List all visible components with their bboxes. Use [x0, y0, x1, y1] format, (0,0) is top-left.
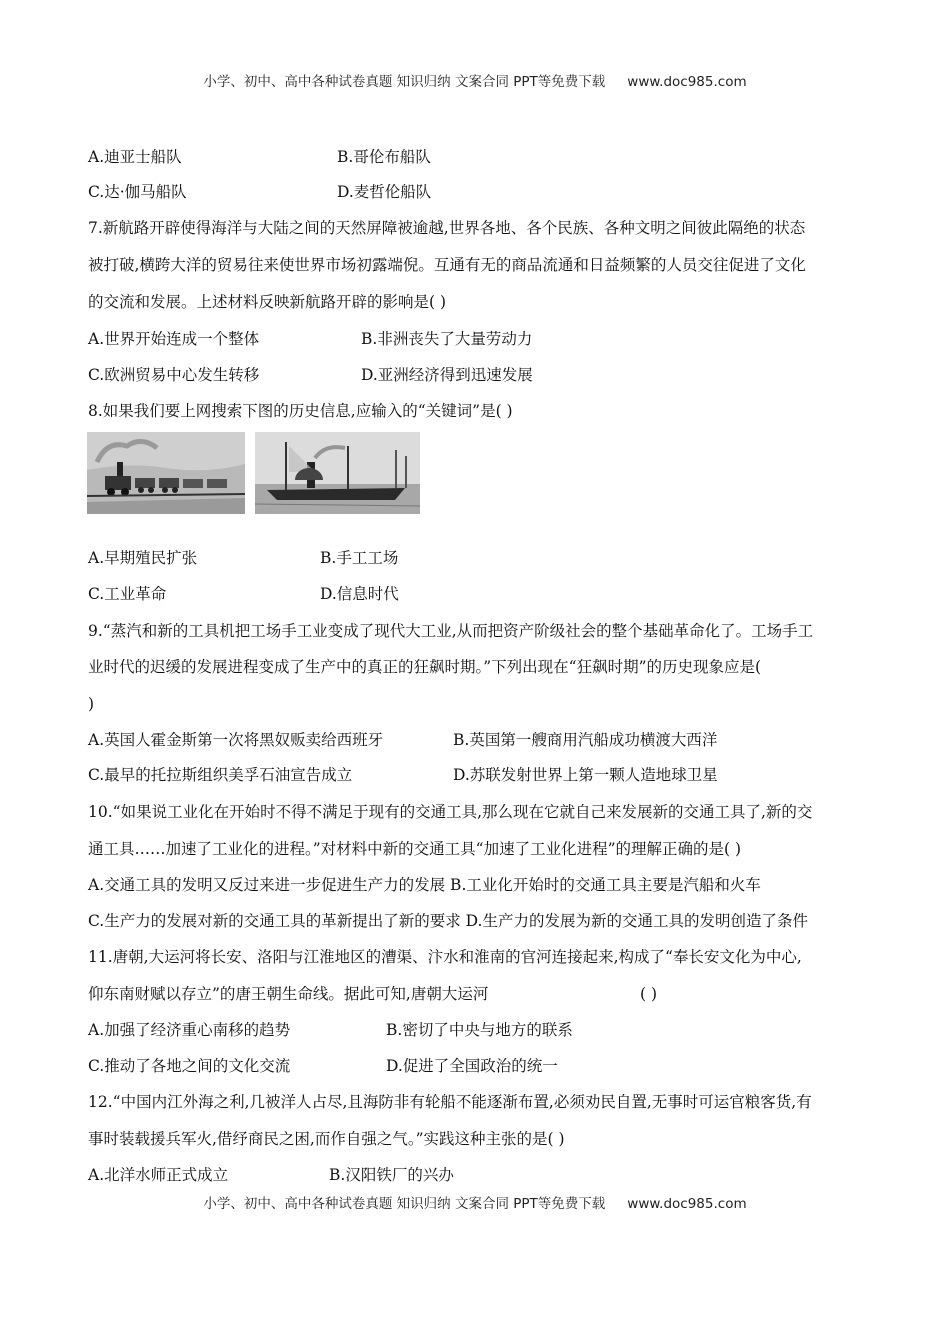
q9-option-c: C.最早的托拉斯组织美孚石油宣告成立 — [88, 766, 353, 784]
q8-option-a: A.早期殖民扩张 — [88, 549, 198, 567]
q8-stem: 8.如果我们要上网搜索下图的历史信息,应输入的“关键词”是( ) — [88, 402, 513, 420]
q6-option-a: A.迪亚士船队 — [88, 148, 182, 166]
q11-answer-paren: ( ) — [640, 985, 658, 1003]
q12-option-a: A.北洋水师正式成立 — [88, 1166, 229, 1184]
q8-option-c: C.工业革命 — [88, 585, 167, 603]
q9-option-b: B.英国第一艘商用汽船成功横渡大西洋 — [453, 731, 718, 749]
q10-options-cd: C.生产力的发展对新的交通工具的革新提出了新的要求 D.生产力的发展为新的交通工具的发明创造了条件 — [88, 912, 808, 930]
q12-stem-line-2: 事时装载援兵军火,借纾商民之困,而作自强之气。”实践这种主张的是( ) — [88, 1130, 565, 1148]
page-footer — [0, 1192, 950, 1212]
q6-option-b: B.哥伦布船队 — [337, 148, 431, 166]
q7-option-a: A.世界开始连成一个整体 — [88, 330, 260, 348]
q10-stem-line-2: 通工具……加速了工业化的进程。”对材料中新的交通工具“加速了工业化进程”的理解正确的是( ) — [88, 840, 742, 858]
q11-option-b: B.密切了中央与地方的联系 — [386, 1021, 573, 1039]
q7-option-d: D.亚洲经济得到迅速发展 — [361, 366, 533, 384]
q6-option-c: C.达·伽马船队 — [88, 183, 187, 201]
page-header — [0, 70, 950, 90]
q10-stem-line-1: 10.“如果说工业化在开始时不得不满足于现有的交通工具,那么现在它就自己来发展新的交通工具了,新的交 — [88, 803, 813, 821]
q7-option-b: B.非洲丧失了大量劳动力 — [361, 330, 533, 348]
q12-option-b: B.汉阳铁厂的兴办 — [329, 1166, 454, 1184]
q9-option-d: D.苏联发射世界上第一颗人造地球卫星 — [453, 766, 718, 784]
q9-stem-line-3: ) — [88, 695, 95, 713]
q7-stem-line-2: 被打破,横跨大洋的贸易往来使世界市场初露端倪。互通有无的商品流通和日益频繁的人员交往促进了文化 — [88, 256, 806, 274]
q11-stem-line-1: 11.唐朝,大运河将长安、洛阳与江淮地区的漕渠、汴水和淮南的官河连接起来,构成了“奉长安文化为中心, — [88, 948, 802, 966]
q8-image-train — [87, 432, 245, 514]
q8-option-d: D.信息时代 — [320, 585, 399, 603]
q12-stem-line-1: 12.“中国内江外海之利,几被洋人占尽,且海防非有轮船不能逐渐布置,必须劝民自置,无事时可运官粮客货,有 — [88, 1093, 812, 1111]
header-text: 小学、初中、高中各种试卷真题 知识归纳 文案合同 PPT等免费下载 — [203, 74, 606, 90]
q11-option-d: D.促进了全国政治的统一 — [386, 1057, 558, 1075]
q9-option-a: A.英国人霍金斯第一次将黑奴贩卖给西班牙 — [88, 731, 384, 749]
header-url[interactable]: www.doc985.com — [627, 74, 747, 90]
q11-option-c: C.推动了各地之间的文化交流 — [88, 1057, 291, 1075]
footer-text: 小学、初中、高中各种试卷真题 知识归纳 文案合同 PPT等免费下载 — [203, 1196, 606, 1212]
q10-options-ab: A.交通工具的发明又反过来进一步促进生产力的发展 B.工业化开始时的交通工具主要是汽船和火车 — [88, 876, 761, 894]
q7-stem-line-3: 的交流和发展。上述材料反映新航路开辟的影响是( ) — [88, 293, 447, 311]
q8-image-steamship — [255, 432, 420, 514]
q9-stem-line-2: 业时代的迟缓的发展进程变成了生产中的真正的狂飙时期。”下列出现在“狂飙时期”的历史现象应是( — [88, 658, 762, 676]
q11-option-a: A.加强了经济重心南移的趋势 — [88, 1021, 291, 1039]
footer-url[interactable]: www.doc985.com — [627, 1196, 747, 1212]
q7-option-c: C.欧洲贸易中心发生转移 — [88, 366, 260, 384]
q8-option-b: B.手工工场 — [320, 549, 399, 567]
q11-stem-line-2: 仰东南财赋以存立”的唐王朝生命线。据此可知,唐朝大运河 — [88, 985, 489, 1003]
q6-option-d: D.麦哲伦船队 — [337, 183, 432, 201]
q7-stem-line-1: 7.新航路开辟使得海洋与大陆之间的天然屏障被逾越,世界各地、各个民族、各种文明之间彼此隔绝的状态 — [88, 219, 806, 237]
q9-stem-line-1: 9.“蒸汽和新的工具机把工场手工业变成了现代大工业,从而把资产阶级社会的整个基础革命化了。工场手工 — [88, 622, 814, 640]
